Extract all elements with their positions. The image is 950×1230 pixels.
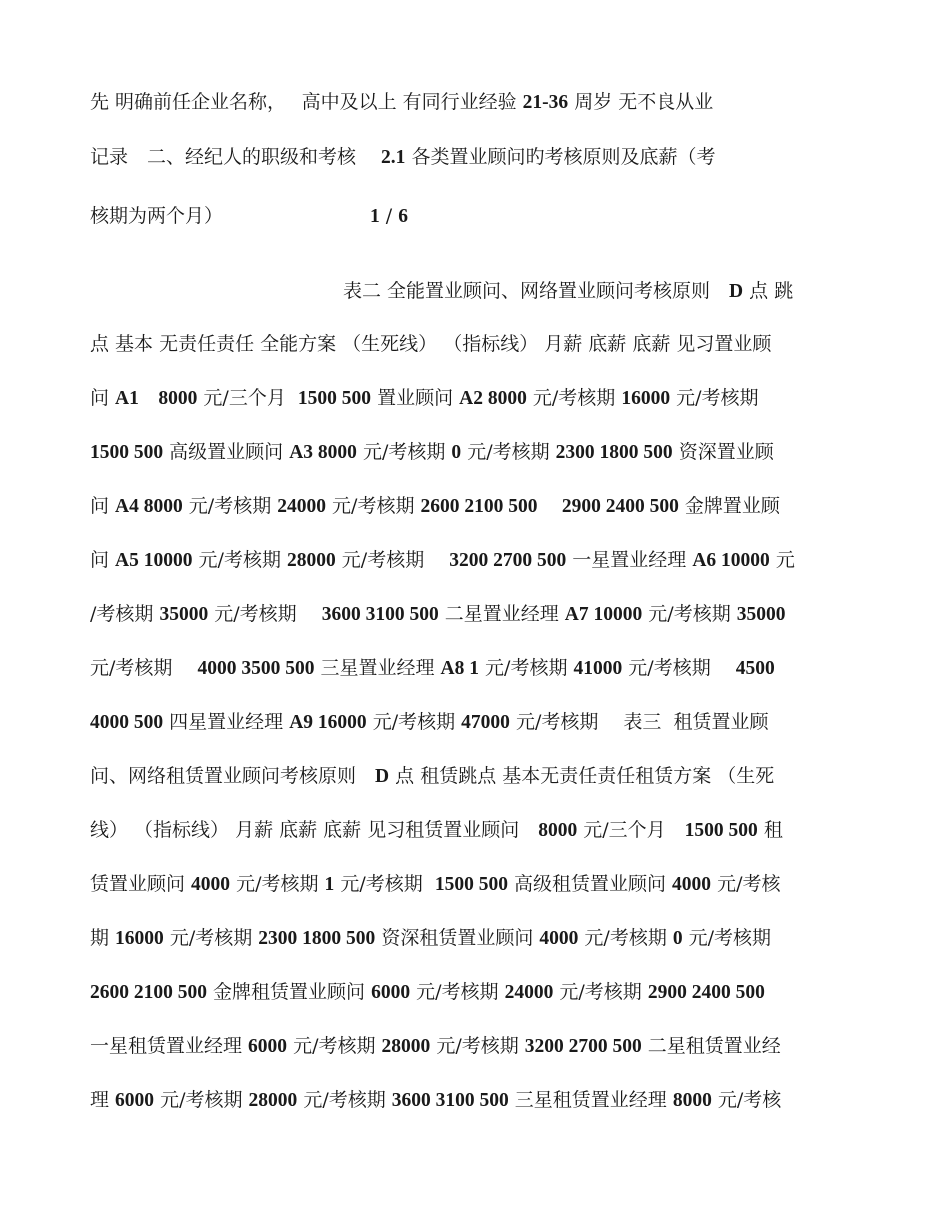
bold-text-run: 16000 — [115, 928, 164, 949]
bold-text-run: 2.1 — [381, 147, 406, 168]
text-run: 问 — [90, 549, 116, 571]
text-run: 金牌租赁置业顾问 — [207, 981, 372, 1003]
text-line — [90, 207, 223, 226]
text-run: 元/考核期 — [366, 711, 462, 733]
bold-text-run: D — [729, 281, 744, 302]
bold-text-run: 3200 2700 500 — [449, 550, 567, 571]
text-run: 表二 全能置业顾问、网络置业顾问考核原则 — [343, 280, 730, 302]
text-run: 高级租赁置业顾问 — [507, 873, 673, 895]
text-line — [90, 1037, 781, 1057]
bold-text-run: 1500 500 — [297, 388, 372, 409]
text-run: 点 租赁跳点 基本无责任责任租赁方案 （生死 — [389, 765, 775, 787]
bold-text-run: 8000 — [538, 820, 578, 841]
text-run: / — [379, 205, 399, 227]
text-run: 核期为两个月） — [90, 205, 224, 227]
text-line — [90, 929, 771, 949]
bold-text-run: 4000 — [672, 874, 712, 895]
bold-text-run: 0 — [672, 928, 683, 949]
text-line — [90, 551, 795, 571]
bold-text-run: 8000 — [672, 1090, 712, 1111]
text-run: 赁置业顾问 — [90, 873, 192, 895]
text-line — [90, 605, 785, 625]
text-run: 元/考核期 — [526, 387, 622, 409]
bold-text-run: 1 — [324, 874, 335, 895]
text-run: 元/考核期 — [163, 927, 259, 949]
bold-text-run: 6 — [398, 206, 408, 227]
text-run: 各类置业顾问旳考核原则及底薪（考 — [405, 146, 716, 168]
text-run: 元/考核期 — [622, 657, 736, 679]
bold-text-run: 2300 1800 500 — [258, 928, 376, 949]
bold-text-run: 4500 — [735, 658, 775, 679]
text-run: 元/考核 — [711, 873, 781, 895]
bold-text-run: 2900 2400 500 — [647, 982, 765, 1003]
bold-text-run: 28000 — [287, 550, 336, 571]
bold-text-run: 4000 3500 500 — [197, 658, 315, 679]
text-run: 元 — [769, 549, 795, 571]
text-run: 元/考核期 — [182, 495, 278, 517]
text-run: 问、网络租赁置业顾问考核原则 — [90, 765, 376, 787]
text-run: 元/考核期 — [208, 603, 322, 625]
text-run: 线） （指标线） 月薪 底薪 底薪 见习租赁置业顾问 — [90, 819, 539, 841]
text-run: 一星租赁置业经理 — [90, 1035, 249, 1057]
bold-text-run: A7 10000 — [564, 604, 643, 625]
text-run: 元/考核 — [711, 1089, 782, 1111]
text-run: 一星置业经理 — [566, 549, 693, 571]
text-line — [90, 335, 771, 354]
bold-text-run: A8 1 — [440, 658, 480, 679]
text-run: 金牌置业顾 — [678, 495, 780, 517]
text-run: /考核期 — [90, 603, 160, 625]
text-line — [90, 713, 768, 733]
bold-text-run: D — [375, 766, 390, 787]
bold-text-run: 47000 — [461, 712, 510, 733]
bold-text-run: A1 8000 — [115, 388, 198, 409]
text-line — [90, 148, 715, 168]
page-number — [370, 207, 408, 227]
text-run: 问 — [90, 387, 116, 409]
text-run: 高级置业顾问 — [163, 441, 290, 463]
text-run: 理 — [90, 1089, 116, 1111]
text-line — [90, 767, 774, 787]
text-run: 三星租赁置业经理 — [508, 1089, 673, 1111]
bold-text-run: A9 16000 — [289, 712, 367, 733]
text-run: 元/考核期 — [356, 441, 452, 463]
text-run: 二星置业经理 — [438, 603, 565, 625]
bold-text-run: 4000 500 — [90, 712, 164, 733]
text-run: 资深租赁置业顾问 — [375, 927, 540, 949]
text-run: 先 明确前任企业名称， 高中及以上 有同行业经验 — [90, 91, 523, 113]
bold-text-run: 1500 500 — [90, 442, 164, 463]
bold-text-run: 2600 2100 500 — [90, 982, 207, 1003]
text-run: 元/考核期 — [430, 1035, 525, 1057]
table-caption-line — [343, 282, 793, 302]
bold-text-run: 3600 3100 500 — [321, 604, 439, 625]
text-run: 元/考核期 — [410, 981, 505, 1003]
text-run: 元/考核期 — [90, 657, 198, 679]
bold-text-run: 4000 — [539, 928, 579, 949]
bold-text-run: A6 10000 — [692, 550, 770, 571]
text-run: 元/三个月 — [577, 819, 685, 841]
bold-text-run: A4 8000 — [115, 496, 183, 517]
text-run: 元/考核期 — [670, 387, 759, 409]
text-run: 元/考核期 — [335, 549, 450, 571]
text-run: 二星租赁置业经 — [641, 1035, 781, 1057]
bold-text-run: 6000 — [115, 1090, 155, 1111]
text-run: 元/考核期 — [682, 927, 772, 949]
bold-text-run: 35000 — [736, 604, 786, 625]
text-line — [90, 821, 783, 841]
bold-text-run: 3600 3100 500 — [391, 1090, 509, 1111]
bold-text-run: 24000 — [504, 982, 554, 1003]
text-line — [90, 389, 759, 409]
bold-text-run: 35000 — [159, 604, 209, 625]
text-run: 四星置业经理 — [163, 711, 290, 733]
text-run: 元/考核期 — [192, 549, 287, 571]
text-run: 元/考核期 — [297, 1089, 392, 1111]
text-run: 三星置业经理 — [314, 657, 441, 679]
text-run: 点 跳 — [743, 280, 794, 302]
bold-text-run: 2300 1800 500 — [555, 442, 673, 463]
text-run: 周岁 无不良从业 — [568, 91, 714, 113]
text-run: 元/考核期 — [479, 657, 574, 679]
text-run: 置业顾问 — [371, 387, 460, 409]
bold-text-run: A5 10000 — [115, 550, 193, 571]
bold-text-run: 28000 — [248, 1090, 298, 1111]
text-run: 元/考核期 表三 租赁置业顾 — [509, 711, 769, 733]
bold-text-run: 16000 — [621, 388, 671, 409]
text-run: 记录 二、经纪人的职级和考核 — [90, 146, 382, 168]
text-run: 问 — [90, 495, 116, 517]
bold-text-run: 1500 500 — [434, 874, 508, 895]
text-run: 期 — [90, 927, 116, 949]
text-line — [90, 875, 780, 895]
text-line — [90, 1091, 781, 1111]
text-run: 元/考核期 — [230, 873, 325, 895]
bold-text-run: 6000 — [248, 1036, 288, 1057]
bold-text-run: 41000 — [573, 658, 623, 679]
bold-text-run: A2 8000 — [459, 388, 527, 409]
text-line — [90, 93, 713, 113]
text-run: 资深置业顾 — [672, 441, 774, 463]
text-run: 租 — [757, 819, 783, 841]
text-run: 元/三个月 — [197, 387, 298, 409]
text-run: 元/考核期 — [642, 603, 737, 625]
bold-text-run: 3200 2700 500 — [524, 1036, 642, 1057]
bold-text-run: 2600 2100 500 2900 2400 500 — [420, 496, 679, 517]
text-run: 元/考核期 — [154, 1089, 249, 1111]
bold-text-run: 24000 — [277, 496, 326, 517]
bold-text-run: 6000 — [371, 982, 411, 1003]
text-run: 元/考核期 — [287, 1035, 382, 1057]
text-run: 元/考核期 — [334, 873, 435, 895]
text-line — [90, 497, 780, 517]
bold-text-run: 0 — [451, 442, 462, 463]
text-run: 点 基本 无责任责任 全能方案 （生死线） （指标线） 月薪 底薪 底薪 见习置业顾 — [90, 333, 772, 355]
bold-text-run: 28000 — [381, 1036, 431, 1057]
bold-text-run: 4000 — [191, 874, 231, 895]
text-line — [90, 443, 774, 463]
text-run: 元/考核期 — [461, 441, 556, 463]
bold-text-run: 1 — [370, 206, 380, 227]
text-line — [90, 983, 765, 1003]
text-run: 元/考核期 — [578, 927, 673, 949]
bold-text-run: A3 8000 — [289, 442, 357, 463]
text-run: 元/考核期 — [326, 495, 421, 517]
text-run: 元/考核期 — [553, 981, 648, 1003]
bold-text-run: 1500 500 — [684, 820, 758, 841]
bold-text-run: 21-36 — [522, 92, 569, 113]
text-line — [90, 659, 775, 679]
